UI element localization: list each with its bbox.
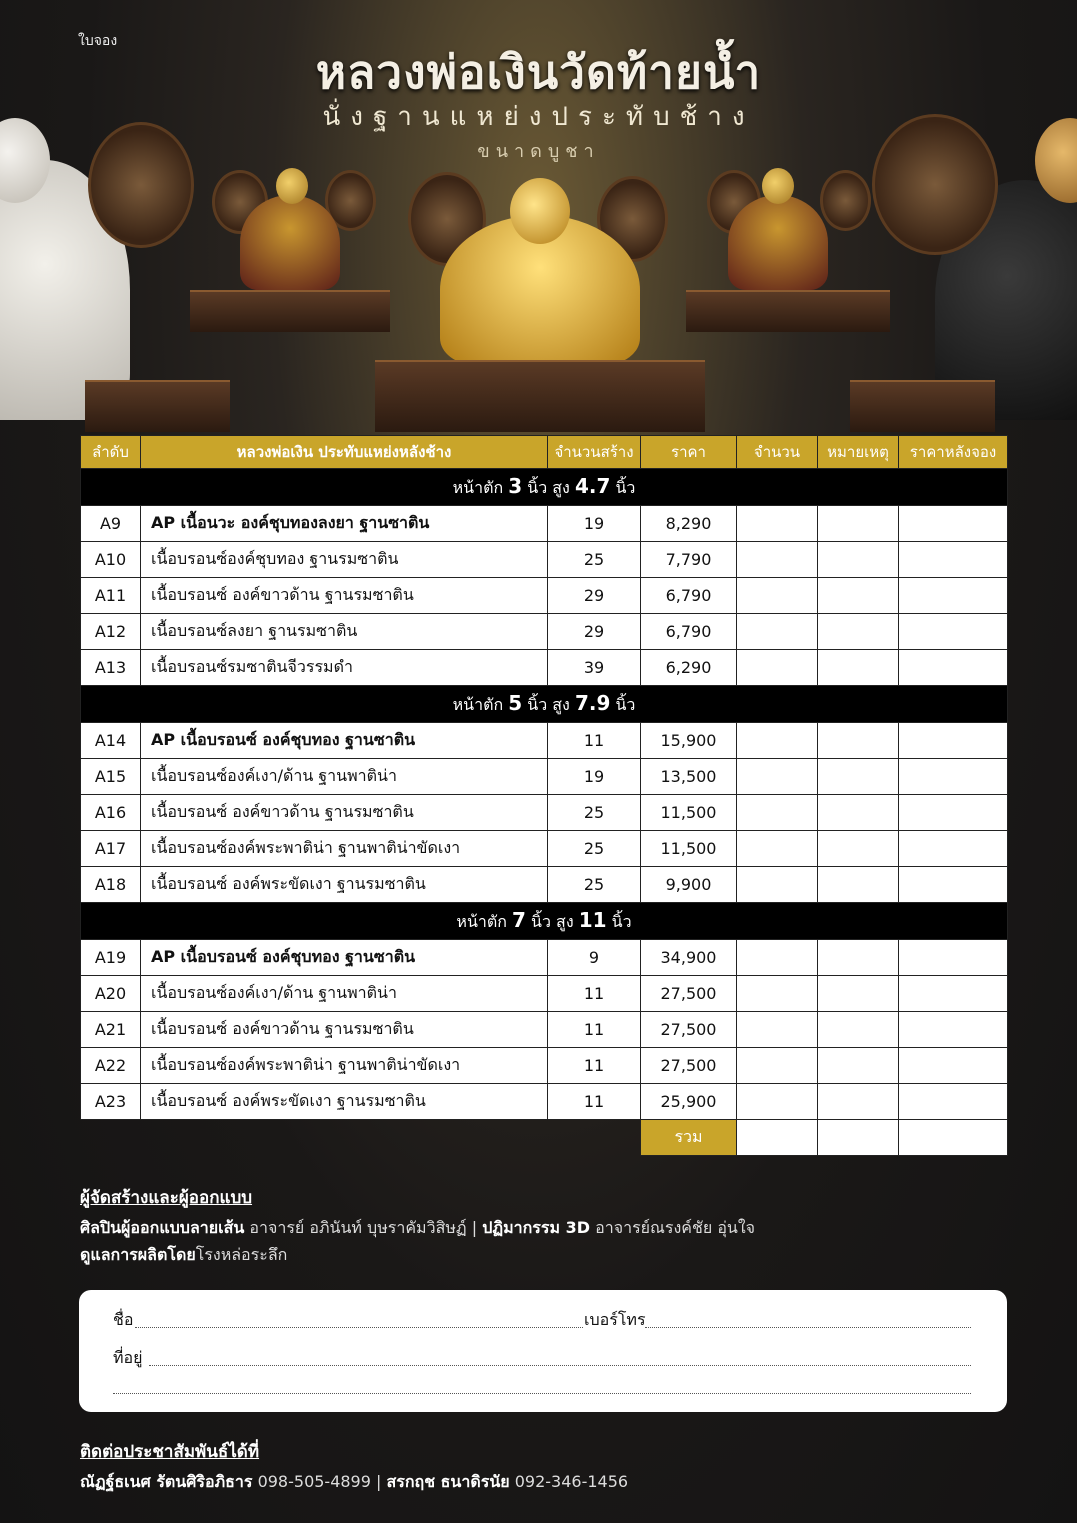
item-name: เนื้อบรอนซ์องค์พระพาติน่า ฐานพาติน่าขัดเงา	[141, 831, 548, 867]
note-cell[interactable]	[818, 759, 899, 795]
order-qty-cell[interactable]	[737, 542, 818, 578]
header-qty: จำนวน	[737, 436, 818, 469]
name-field[interactable]	[135, 1326, 583, 1328]
designer-label: ศิลปินผู้ออกแบบลายเส้น	[80, 1218, 245, 1237]
sculptor-label: ปฏิมากรรม 3D	[482, 1218, 591, 1237]
item-code: A11	[81, 578, 141, 614]
item-name: AP เนื้อบรอนซ์ องค์ชุบทอง ฐานซาติน	[141, 940, 548, 976]
item-price: 25,900	[641, 1084, 737, 1120]
designer-value: อาจารย์ อภินันท์ บุษราคัมวิสิษฏ์ |	[244, 1218, 483, 1237]
shelf-far-right	[850, 380, 995, 432]
shelf-left	[190, 290, 390, 332]
item-price: 6,790	[641, 578, 737, 614]
item-price: 8,290	[641, 506, 737, 542]
note-cell[interactable]	[818, 1084, 899, 1120]
item-made-qty: 11	[548, 1084, 641, 1120]
item-made-qty: 25	[548, 831, 641, 867]
item-name: เนื้อบรอนซ์ องค์พระขัดเงา ฐานรมซาติน	[141, 1084, 548, 1120]
note-cell[interactable]	[818, 542, 899, 578]
creators-line-2	[80, 1243, 287, 1268]
item-made-qty: 11	[548, 723, 641, 759]
item-price: 6,790	[641, 614, 737, 650]
corner-label: ใบจอง	[78, 33, 118, 49]
price-after-cell[interactable]	[899, 614, 1008, 650]
header-note: หมายเหตุ	[818, 436, 899, 469]
table-row	[81, 831, 1008, 867]
item-name: เนื้อบรอนซ์องค์เงา/ด้าน ฐานพาติน่า	[141, 759, 548, 795]
item-code: A9	[81, 506, 141, 542]
shelf-far-left	[85, 380, 230, 432]
item-made-qty: 19	[548, 506, 641, 542]
note-cell[interactable]	[818, 723, 899, 759]
item-name: เนื้อบรอนซ์องค์เงา/ด้าน ฐานพาติน่า	[141, 976, 548, 1012]
sculptor-value: อาจารย์ณรงค์ชัย อุ่นใจ	[590, 1218, 756, 1237]
table-row	[81, 1012, 1008, 1048]
address-label: ที่อยู่	[113, 1348, 143, 1367]
item-code: A17	[81, 831, 141, 867]
price-after-cell[interactable]	[899, 976, 1008, 1012]
item-made-qty: 39	[548, 650, 641, 686]
price-after-cell[interactable]	[899, 723, 1008, 759]
table-row	[81, 759, 1008, 795]
item-code: A13	[81, 650, 141, 686]
note-cell[interactable]	[818, 795, 899, 831]
order-qty-cell[interactable]	[737, 723, 818, 759]
note-cell[interactable]	[818, 1012, 899, 1048]
price-after-cell[interactable]	[899, 578, 1008, 614]
item-name: เนื้อบรอนซ์ องค์ขาวด้าน ฐานรมซาติน	[141, 1012, 548, 1048]
table-row	[81, 940, 1008, 976]
item-made-qty: 11	[548, 1048, 641, 1084]
total-qty-cell[interactable]	[737, 1120, 818, 1156]
item-price: 11,500	[641, 795, 737, 831]
item-name: AP เนื้อบรอนซ์ องค์ชุบทอง ฐานซาติน	[141, 723, 548, 759]
small-monk-left	[240, 195, 340, 290]
item-made-qty: 25	[548, 867, 641, 903]
item-made-qty: 11	[548, 1012, 641, 1048]
header-price: ราคา	[641, 436, 737, 469]
contact-phone-1: 098-505-4899 |	[252, 1472, 387, 1491]
table-row	[81, 542, 1008, 578]
size-section-label: หน้าตัก 7 นิ้ว สูง 11 นิ้ว	[81, 903, 1008, 940]
item-price: 27,500	[641, 976, 737, 1012]
table-row	[81, 795, 1008, 831]
price-after-cell[interactable]	[899, 759, 1008, 795]
contact-heading: ติดต่อประชาสัมพันธ์ได้ที่	[80, 1442, 260, 1462]
note-cell[interactable]	[818, 976, 899, 1012]
table-row	[81, 1048, 1008, 1084]
table-row	[81, 723, 1008, 759]
small-monk-left-head	[276, 168, 308, 204]
order-qty-cell[interactable]	[737, 650, 818, 686]
table-header-row	[81, 436, 1008, 469]
order-qty-cell[interactable]	[737, 795, 818, 831]
note-cell[interactable]	[818, 614, 899, 650]
item-price: 34,900	[641, 940, 737, 976]
item-price: 15,900	[641, 723, 737, 759]
item-name: เนื้อบรอนซ์รมซาตินจีวรรมดำ	[141, 650, 548, 686]
note-cell[interactable]	[818, 578, 899, 614]
hero-banner	[0, 0, 1077, 440]
order-qty-cell[interactable]	[737, 976, 818, 1012]
item-code: A18	[81, 867, 141, 903]
item-name: เนื้อบรอนซ์ องค์พระขัดเงา ฐานรมซาติน	[141, 867, 548, 903]
total-price-cell[interactable]	[899, 1120, 1008, 1156]
page-title: หลวงพ่อเงินวัดท้ายน้ำ	[315, 45, 762, 99]
order-qty-cell[interactable]	[737, 614, 818, 650]
note-cell[interactable]	[818, 831, 899, 867]
item-price: 27,500	[641, 1012, 737, 1048]
item-code: A22	[81, 1048, 141, 1084]
item-price: 11,500	[641, 831, 737, 867]
table-row	[81, 976, 1008, 1012]
header-made-qty: จำนวนสร้าง	[548, 436, 641, 469]
producer-label: ดูแลการผลิตโดย	[80, 1245, 196, 1264]
item-code: A21	[81, 1012, 141, 1048]
note-cell[interactable]	[818, 867, 899, 903]
small-monk-right	[728, 195, 828, 290]
size-section-row	[81, 903, 1008, 940]
item-made-qty: 11	[548, 976, 641, 1012]
contact-person-1: ณัฏฐ์ธเนศ รัตนศิริอภิธาร	[80, 1472, 253, 1491]
table-row	[81, 578, 1008, 614]
phone-field[interactable]	[645, 1326, 971, 1328]
item-made-qty: 29	[548, 614, 641, 650]
price-after-cell[interactable]	[899, 542, 1008, 578]
header-price-after: ราคาหลังจอง	[899, 436, 1008, 469]
price-after-cell[interactable]	[899, 506, 1008, 542]
total-row	[81, 1120, 1008, 1156]
item-made-qty: 25	[548, 795, 641, 831]
page-subtitle: นั่งฐานแหย่งประทับช้าง	[322, 102, 755, 132]
item-name: เนื้อบรอนซ์ลงยา ฐานรมซาติน	[141, 614, 548, 650]
item-price: 13,500	[641, 759, 737, 795]
header-name: หลวงพ่อเงิน ประทับแหย่งหลังช้าง	[141, 436, 548, 469]
item-name: เนื้อบรอนซ์องค์ชุบทอง ฐานรมซาติน	[141, 542, 548, 578]
producer-value: โรงหล่อระลึก	[195, 1245, 288, 1264]
size-section-row	[81, 469, 1008, 506]
order-qty-cell[interactable]	[737, 1012, 818, 1048]
order-qty-cell[interactable]	[737, 578, 818, 614]
item-code: A23	[81, 1084, 141, 1120]
fan-emblem-small-6	[820, 170, 871, 231]
item-code: A14	[81, 723, 141, 759]
order-qty-cell[interactable]	[737, 831, 818, 867]
gold-monk-center-head	[510, 178, 570, 244]
price-after-cell[interactable]	[899, 831, 1008, 867]
item-made-qty: 19	[548, 759, 641, 795]
price-after-cell[interactable]	[899, 650, 1008, 686]
address-field-line-2[interactable]	[113, 1392, 971, 1394]
note-cell[interactable]	[818, 1048, 899, 1084]
contact-phone-2: 092-346-1456	[509, 1472, 629, 1491]
price-after-cell[interactable]	[899, 940, 1008, 976]
item-price: 7,790	[641, 542, 737, 578]
note-cell[interactable]	[818, 940, 899, 976]
note-cell[interactable]	[818, 506, 899, 542]
address-field[interactable]	[149, 1364, 971, 1366]
page-subtitle-size: ขนาดบูชา	[477, 141, 600, 162]
table-row	[81, 650, 1008, 686]
total-label: รวม	[641, 1120, 737, 1156]
item-code: A20	[81, 976, 141, 1012]
contact-line	[80, 1470, 628, 1495]
table-row	[81, 614, 1008, 650]
item-price: 27,500	[641, 1048, 737, 1084]
price-after-cell[interactable]	[899, 1012, 1008, 1048]
table-row	[81, 867, 1008, 903]
total-note-cell[interactable]	[818, 1120, 899, 1156]
creators-heading: ผู้จัดสร้างและผู้ออกแบบ	[80, 1188, 253, 1208]
order-qty-cell[interactable]	[737, 506, 818, 542]
item-made-qty: 29	[548, 578, 641, 614]
order-qty-cell[interactable]	[737, 1084, 818, 1120]
item-name: เนื้อบรอนซ์ องค์ขาวด้าน ฐานรมซาติน	[141, 795, 548, 831]
size-section-label: หน้าตัก 3 นิ้ว สูง 4.7 นิ้ว	[81, 469, 1008, 506]
order-qty-cell[interactable]	[737, 867, 818, 903]
price-after-cell[interactable]	[899, 795, 1008, 831]
item-code: A12	[81, 614, 141, 650]
size-section-label: หน้าตัก 5 นิ้ว สูง 7.9 นิ้ว	[81, 686, 1008, 723]
table-row	[81, 1084, 1008, 1120]
price-after-cell[interactable]	[899, 1048, 1008, 1084]
order-table	[80, 435, 1008, 1156]
creators-line-1	[80, 1216, 755, 1241]
phone-label: เบอร์โทร	[584, 1310, 646, 1329]
item-code: A10	[81, 542, 141, 578]
item-made-qty: 25	[548, 542, 641, 578]
item-made-qty: 9	[548, 940, 641, 976]
order-form	[79, 1290, 1007, 1412]
note-cell[interactable]	[818, 650, 899, 686]
shelf-right	[686, 290, 890, 332]
item-price: 6,290	[641, 650, 737, 686]
table-row	[81, 506, 1008, 542]
item-code: A16	[81, 795, 141, 831]
item-code: A19	[81, 940, 141, 976]
order-qty-cell[interactable]	[737, 1048, 818, 1084]
price-after-cell[interactable]	[899, 867, 1008, 903]
item-price: 9,900	[641, 867, 737, 903]
shelf-center	[375, 360, 705, 432]
order-qty-cell[interactable]	[737, 759, 818, 795]
name-label: ชื่อ	[113, 1310, 134, 1329]
contact-person-2: สรกฤช ธนาดิรนัย	[386, 1472, 510, 1491]
item-code: A15	[81, 759, 141, 795]
item-name: เนื้อบรอนซ์ องค์ขาวด้าน ฐานรมซาติน	[141, 578, 548, 614]
item-name: AP เนื้อนวะ องค์ชุบทองลงยา ฐานซาติน	[141, 506, 548, 542]
header-code: ลำดับ	[81, 436, 141, 469]
price-after-cell[interactable]	[899, 1084, 1008, 1120]
size-section-row	[81, 686, 1008, 723]
item-name: เนื้อบรอนซ์องค์พระพาติน่า ฐานพาติน่าขัดเงา	[141, 1048, 548, 1084]
order-qty-cell[interactable]	[737, 940, 818, 976]
small-monk-right-head	[762, 168, 794, 204]
